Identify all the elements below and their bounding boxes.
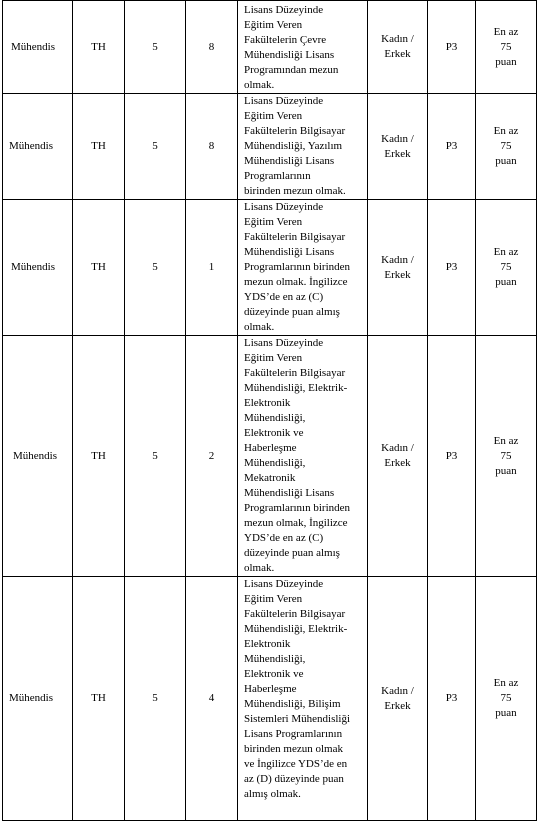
requirements bbox=[238, 94, 368, 200]
min-points-text: En az 75 puan bbox=[493, 677, 519, 719]
position-title: Mühendis bbox=[3, 1, 73, 94]
employment-status: TH bbox=[73, 1, 125, 94]
gender bbox=[368, 336, 428, 577]
requirements-text: Lisans Düzeyinde Eğitim Veren Fakültelerin Bilgisayar Mühendisliği, Elektrik- Elektronik Mühendisliği, Elektronik ve Haberleşme Mühendisliği, Bilişim Sistemleri Mühendisliği Lisans Programlarının birinden mezun olmak ve İngilizce YDS’de en az (D) düzeyinde puan almış olmak. bbox=[244, 578, 351, 800]
positions-table bbox=[2, 0, 537, 821]
requirements bbox=[238, 1, 368, 94]
min-points bbox=[476, 1, 537, 94]
requirements-text: Lisans Düzeyinde Eğitim Veren Fakültelerin Bilgisayar Mühendisliği, Yazılım Mühendisliği Lisans Programlarının birinden mezun olmak. bbox=[244, 95, 346, 197]
position-title: Mühendis bbox=[3, 94, 73, 200]
table-row bbox=[3, 336, 537, 577]
gender bbox=[368, 577, 428, 821]
requirements bbox=[238, 336, 368, 577]
table-row bbox=[3, 577, 537, 821]
position-title: Mühendis bbox=[3, 336, 73, 577]
min-points-text: En az 75 puan bbox=[493, 246, 519, 288]
employment-status: TH bbox=[73, 94, 125, 200]
table-row bbox=[3, 200, 537, 336]
requirements-text: Lisans Düzeyinde Eğitim Veren Fakültelerin Çevre Mühendisliği Lisans Programından mezun olmak. bbox=[244, 4, 339, 91]
requirements bbox=[238, 577, 368, 821]
table-row bbox=[3, 1, 537, 94]
position-count: 8 bbox=[186, 94, 238, 200]
position-count: 8 bbox=[186, 1, 238, 94]
position-title: Mühendis bbox=[3, 200, 73, 336]
min-points-text: En az 75 puan bbox=[493, 434, 519, 477]
position-count: 4 bbox=[186, 577, 238, 821]
gender-text: Kadın / Erkek bbox=[381, 132, 414, 160]
gender bbox=[368, 94, 428, 200]
position-count: 1 bbox=[186, 200, 238, 336]
min-points bbox=[476, 200, 537, 336]
grade: 5 bbox=[125, 200, 186, 336]
employment-status: TH bbox=[73, 336, 125, 577]
kpss-type: P3 bbox=[428, 200, 476, 336]
kpss-type: P3 bbox=[428, 1, 476, 94]
grade: 5 bbox=[125, 577, 186, 821]
grade: 5 bbox=[125, 94, 186, 200]
min-points bbox=[476, 577, 537, 821]
kpss-type: P3 bbox=[428, 94, 476, 200]
table-row bbox=[3, 94, 537, 200]
position-title: Mühendis bbox=[3, 577, 73, 821]
employment-status: TH bbox=[73, 577, 125, 821]
kpss-type: P3 bbox=[428, 336, 476, 577]
min-points-text: En az 75 puan bbox=[493, 25, 519, 68]
grade: 5 bbox=[125, 336, 186, 577]
employment-status: TH bbox=[73, 200, 125, 336]
requirements-text: Lisans Düzeyinde Eğitim Veren Fakültelerin Bilgisayar Mühendisliği, Elektrik- Elektronik Mühendisliği, Elektronik ve Haberleşme Mühendisliği, Mekatronik Mühendisliği Lisans Programlarının birinden mezun olmak, İngilizce YDS’de en az (C) düzeyinde puan almış olmak. bbox=[244, 337, 351, 574]
min-points bbox=[476, 94, 537, 200]
gender-text: Kadın / Erkek bbox=[381, 253, 414, 281]
requirements-text: Lisans Düzeyinde Eğitim Veren Fakültelerin Bilgisayar Mühendisliği Lisans Programlarının birinden mezun olmak. İngilizce YDS’de en az (C) düzeyinde puan almış olmak. bbox=[244, 201, 351, 333]
gender bbox=[368, 200, 428, 336]
position-count: 2 bbox=[186, 336, 238, 577]
gender-text: Kadın / Erkek bbox=[381, 684, 414, 712]
grade: 5 bbox=[125, 1, 186, 94]
gender-text: Kadın / Erkek bbox=[381, 33, 414, 60]
min-points bbox=[476, 336, 537, 577]
gender-text: Kadın / Erkek bbox=[381, 442, 414, 469]
requirements bbox=[238, 200, 368, 336]
kpss-type: P3 bbox=[428, 577, 476, 821]
min-points-text: En az 75 puan bbox=[493, 125, 519, 167]
gender bbox=[368, 1, 428, 94]
